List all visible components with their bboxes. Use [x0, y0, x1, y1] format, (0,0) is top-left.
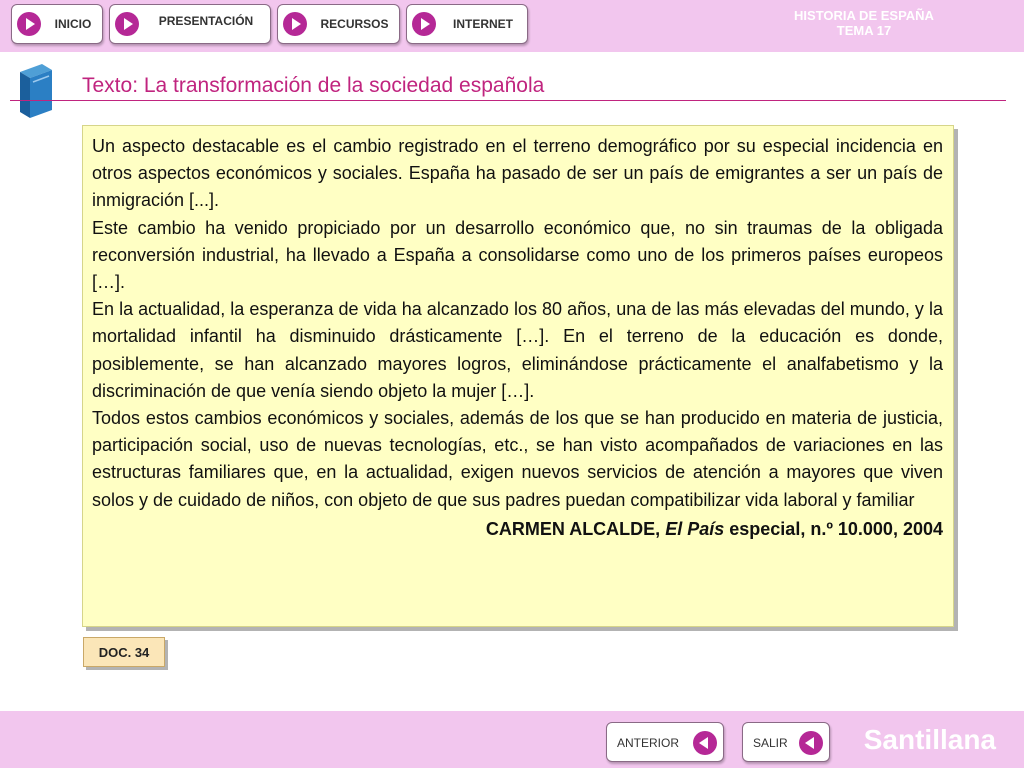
back-circle-icon	[799, 731, 823, 755]
source-publication: El País	[665, 518, 725, 539]
course-unit: TEMA 17	[836, 23, 892, 38]
back-circle-icon	[693, 731, 717, 755]
nav-button-inicio[interactable]	[11, 4, 103, 44]
nav-button-internet[interactable]	[406, 4, 528, 44]
document-text-box	[82, 125, 954, 627]
play-circle-icon	[412, 12, 436, 36]
document-paragraph: Todos estos cambios económicos y sociales, además de los que se han producido en materia de justicia, participación social, uso de nuevas tecnologías, etc., se han visto acompañados de variaciones en las estructuras familiares que, en la actualidad, exigen nuevos servicios de atención a mayores que viven solos y de cuidado de niños, con objeto de que sus padres puedan compatibilizar vida laboral y familiar	[92, 408, 943, 510]
source-details: especial, n.º 10.000, 2004	[729, 518, 943, 539]
course-subject: HISTORIA DE ESPAÑA	[794, 8, 934, 23]
document-paragraph: En la actualidad, la esperanza de vida ha alcanzado los 80 años, una de las más elevadas del mundo, y la mortalidad infantil ha disminuido drásticamente […]. En el terreno de la educación es donde, posiblemente, se han alcanzado mayores logros, eliminándose prácticamente el analfabetismo y la discriminación de que venía siendo objeto la mujer […].	[92, 299, 943, 401]
nav-button-label: PRESENTACIÓN	[158, 14, 254, 28]
exit-button[interactable]	[742, 722, 830, 762]
nav-button-label: INICIO	[54, 17, 92, 31]
play-circle-icon	[283, 12, 307, 36]
nav-button-presentacion[interactable]	[109, 4, 271, 44]
previous-button-label: ANTERIOR	[617, 736, 680, 750]
course-title	[764, 8, 964, 38]
document-paragraph: Un aspecto destacable es el cambio registrado en el terreno demográfico por su especial incidencia en otros aspectos económicos y sociales. España ha pasado de ser un país de emigrantes a ser un país de inmigración [...].	[92, 136, 943, 211]
nav-button-label: RECURSOS	[320, 17, 389, 31]
document-number-label: DOC. 34	[83, 637, 165, 667]
exit-button-label: SALIR	[753, 736, 788, 750]
previous-button[interactable]	[606, 722, 724, 762]
play-circle-icon	[17, 12, 41, 36]
publisher-logo: Santillana	[863, 724, 996, 755]
source-author: CARMEN ALCALDE,	[485, 518, 661, 539]
document-paragraph: Este cambio ha venido propiciado por un desarrollo económico que, no sin traumas de la obligada reconversión industrial, ha llevado a España a consolidarse como uno de los primeros países europeos […].	[92, 217, 943, 293]
title-divider	[10, 100, 1006, 101]
document-source	[92, 516, 943, 542]
page-title: Texto: La transformación de la sociedad española	[82, 74, 545, 97]
nav-button-recursos[interactable]	[277, 4, 400, 44]
play-circle-icon	[115, 12, 139, 36]
nav-button-label: INTERNET	[453, 17, 513, 31]
book-icon	[16, 62, 56, 120]
